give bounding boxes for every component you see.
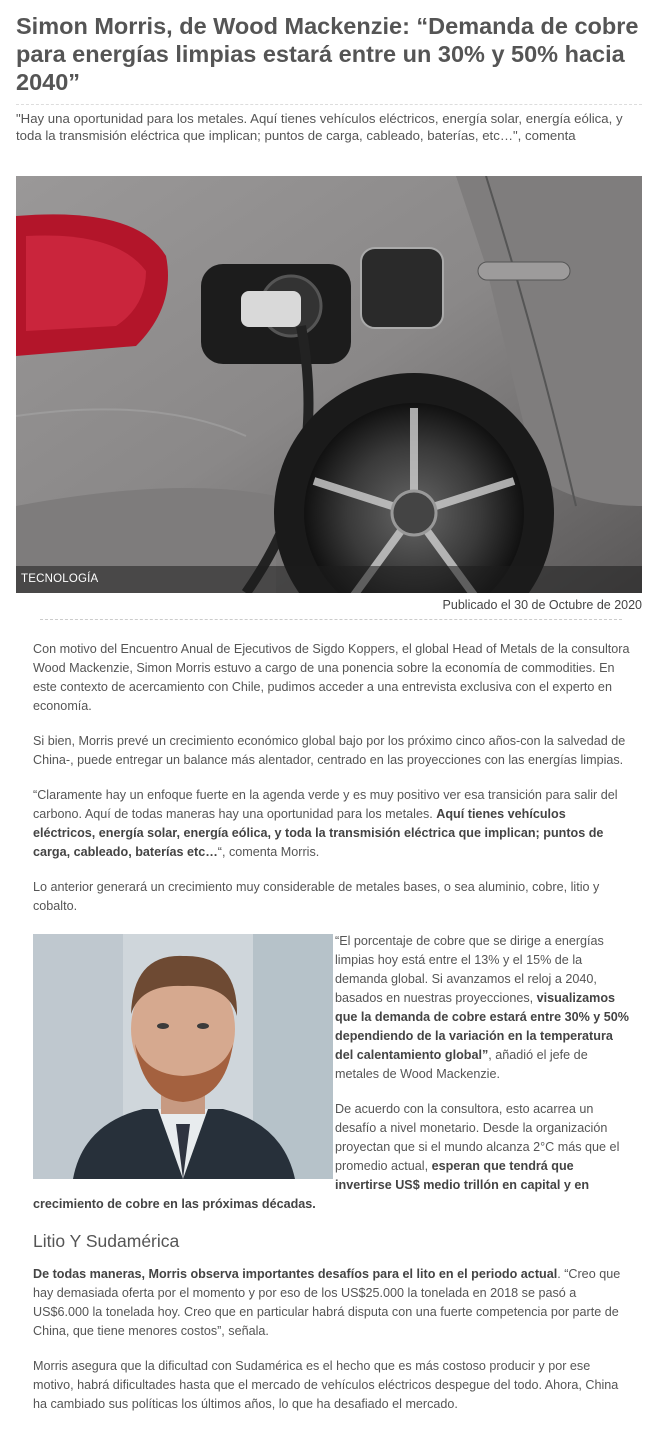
publish-date: Publicado el 30 de Octubre de 2020: [442, 598, 642, 612]
paragraph: Con motivo del Encuentro Anual de Ejecutivos de Sigdo Koppers, el global Head of Metals de la consultora Wood Mackenzie, Simon Morris estuvo a cargo de una ponencia sobre la economía de commodities. En este contexto de acercamiento con Chile, pudimos acceder a una entrevista exclusiva con el experto en economía.: [33, 642, 630, 713]
article-lead: "Hay una oportunidad para los metales. Aquí tienes vehículos eléctricos, energía solar, energía eólica, y toda la transmisión eléctrica que implican; puntos de carga, cableado, baterías, etc…", comenta: [16, 111, 623, 143]
paragraph: Si bien, Morris prevé un crecimiento económico global bajo por los próximo cinco años-con la salvedad de China-, puede entregar un balance más alentador, centrado en las proyecciones con las energías limpias.: [33, 734, 626, 767]
emphasis: visualizamos que la demanda de cobre estará entre 30% y 50% dependiendo de la variación en la temperatura del calentamiento global”: [335, 991, 629, 1062]
hero-image: [16, 176, 642, 593]
category-tag[interactable]: TECNOLOGÍA: [16, 566, 642, 593]
paragraph: “El porcentaje de cobre que se dirige a energías limpias hoy está entre el 13% y el 15% de la demanda global. Si avanzamos el reloj a 2040, basados en nuestras proyecciones, visualizamos que la demanda de cobre estará entre 30% y 50% dependiendo de la variación en la temperatura del calentamiento global”, añadió el jefe de metales de Wood Mackenzie.: [335, 934, 629, 1081]
portrait-image: [33, 934, 333, 1179]
article-title: Simon Morris, de Wood Mackenzie: “Demanda de cobre para energías limpias estará entre un 30% y 50% hacia 2040”: [16, 13, 639, 95]
section-heading: Litio Y Sudamérica: [33, 1231, 180, 1251]
ev-charging-photo: [16, 176, 642, 593]
emphasis: De todas maneras, Morris observa importantes desafíos para el lito en el periodo actual: [33, 1267, 558, 1281]
paragraph: Morris asegura que la dificultad con Sudamérica es el hecho que es más costoso producir y por ese motivo, habrá dificultades hasta que el mercado de vehículos eléctricos despegue del todo. Ahora, China ha cambiado sus políticas los últimos años, lo que ha desafiado el mercado.: [33, 1359, 619, 1411]
paragraph: De todas maneras, Morris observa importantes desafíos para el lito en el periodo actual. “Creo que hay demasiada oferta por el momento y por eso de los US$25.000 la tonelada en 2018 se pasó a US$6.000 la tonelada hoy. Creo que en particular habrá disputa con una fuerte competencia por parte de China, que tiene menores costos”, señala.: [33, 1267, 621, 1338]
paragraph: Lo anterior generará un crecimiento muy considerable de metales bases, o sea aluminio, cobre, litio y cobalto.: [33, 880, 600, 913]
paragraph: De acuerdo con la consultora, esto acarrea un desafío a nivel monetario. Desde la organización proyectan que si el mundo alcanza 2°C más que el promedio actual, esperan que tendrá que invertirse US$ medio trillón en capital y en crecimiento de cobre en las próximas décadas.: [33, 1102, 620, 1211]
title-divider: [16, 104, 642, 105]
date-divider: [40, 619, 622, 620]
simon-morris-portrait: [33, 934, 333, 1179]
paragraph: “Claramente hay un enfoque fuerte en la agenda verde y es muy positivo ver esa transición para salir del carbono. Aquí de todas maneras hay una oportunidad para los metales. Aquí tienes vehículos eléctricos, energía solar, energía eólica, y toda la transmisión eléctrica que implican; puntos de carga, cableado, baterías etc…“, comenta Morris.: [33, 788, 618, 859]
emphasis: Aquí tienes vehículos eléctricos, energía solar, energía eólica, y toda la transmisión eléctrica que implican; puntos de carga, cableado, baterías etc…: [33, 807, 604, 859]
article-body: [33, 640, 631, 1430]
emphasis: esperan que tendrá que invertirse US$ medio trillón en capital y en crecimiento de cobre en las próximas décadas.: [33, 1159, 590, 1211]
